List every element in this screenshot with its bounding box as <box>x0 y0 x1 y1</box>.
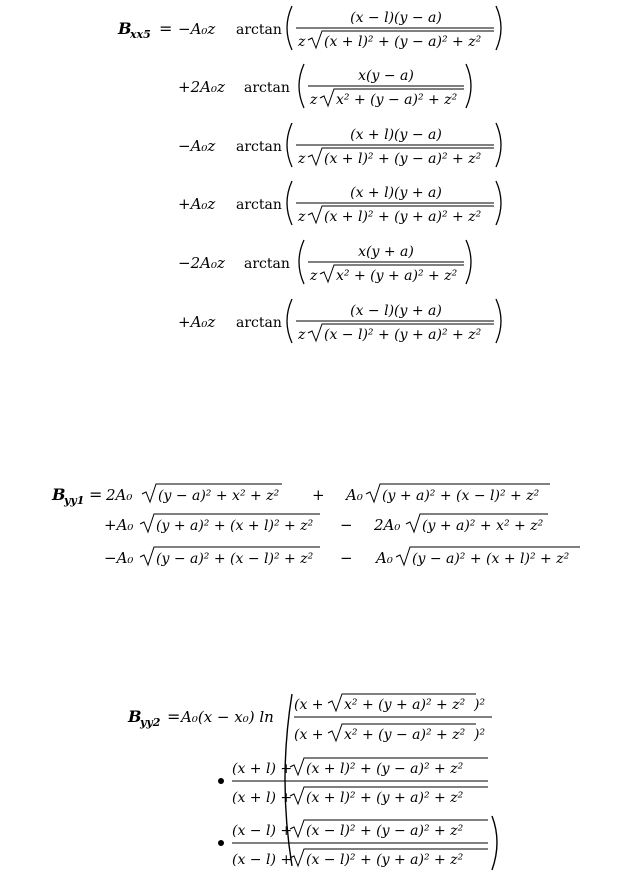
equation-byy1 <box>51 484 580 567</box>
eq1-row6-den-radicand: (x − l)² + (y + a)² + z² <box>324 327 482 343</box>
eq2-term6-radicand: (y − a)² + (x + l)² + z² <box>412 551 570 567</box>
eq3-lhs-symbol: B <box>128 707 142 726</box>
eq2-term4-coef: 2A₀ <box>374 516 401 534</box>
eq1-row4-left-paren <box>287 181 292 225</box>
eq1-row-3 <box>178 123 501 167</box>
eq1-row3-den-radicand: (x + l)² + (y − a)² + z² <box>324 151 482 167</box>
eq3-big-right-paren <box>492 816 497 870</box>
eq3-f1-den-suffix: )² <box>474 727 486 743</box>
eq1-row1-coef: −A₀z <box>178 20 216 38</box>
eq3-f3-den-radicand: (x − l)² + (y + a)² + z² <box>306 852 464 868</box>
eq1-row4-func: arctan <box>236 197 282 213</box>
eq3-coef: A₀(x − x₀) ln <box>181 708 274 726</box>
eq3-factor-1 <box>294 694 492 743</box>
eq1-row2-den-prefix: z <box>310 92 318 108</box>
eq1-row1-right-paren <box>496 6 501 50</box>
eq1-row1-numerator: (x − l)(y − a) <box>350 10 442 26</box>
eq2-lhs-symbol: B <box>52 485 66 504</box>
eq1-row3-func: arctan <box>236 139 282 155</box>
eq1-row1-left-paren <box>287 6 292 50</box>
eq2-term2-radicand: (y + a)² + (x − l)² + z² <box>382 488 540 504</box>
eq2-equals: = <box>89 485 103 504</box>
eq2-term2-coef: A₀ <box>346 486 363 504</box>
eq1-row6-func: arctan <box>236 315 282 331</box>
eq1-row6-coef: +A₀z <box>178 313 216 331</box>
eq1-row-2 <box>178 64 471 108</box>
eq3-big-left-paren <box>285 694 292 866</box>
eq1-row5-den-radicand: x² + (y + a)² + z² <box>336 268 458 284</box>
eq1-row3-right-paren <box>496 123 501 167</box>
eq2-term4-op: − <box>340 516 353 534</box>
eq2-term6-coef: A₀ <box>376 549 393 567</box>
eq1-row2-numerator: x(y − a) <box>358 68 414 84</box>
eq1-row6-right-paren <box>496 299 501 343</box>
eq3-f2-num-prefix: (x + l) + <box>232 761 293 777</box>
equation-bxx5 <box>117 6 501 343</box>
eq3-f2-den-radicand: (x + l)² + (y + a)² + z² <box>306 790 464 806</box>
eq2-term3-radicand: (y + a)² + (x + l)² + z² <box>156 518 314 534</box>
eq1-row5-func: arctan <box>244 256 290 272</box>
eq1-row5-coef: −2A₀z <box>178 254 225 272</box>
eq1-row1-den-prefix: z <box>298 34 306 50</box>
eq2-term3-coef: +A₀ <box>104 516 134 534</box>
eq1-row3-den-prefix: z <box>298 151 306 167</box>
eq1-row2-right-paren <box>466 64 471 108</box>
eq2-term2-op: + <box>312 486 325 504</box>
eq1-row4-den-radicand: (x + l)² + (y + a)² + z² <box>324 209 482 225</box>
eq1-row-6 <box>178 299 501 343</box>
eq3-f1-num-radicand: x² + (y + a)² + z² <box>344 697 466 713</box>
eq3-f3-num-radicand: (x − l)² + (y − a)² + z² <box>306 823 464 839</box>
eq3-f3-num-prefix: (x − l) + <box>232 823 293 839</box>
eq3-bullet-2 <box>218 840 224 846</box>
eq2-term5-radicand: (y − a)² + (x − l)² + z² <box>156 551 314 567</box>
equation-byy2 <box>127 694 497 870</box>
eq1-row2-func: arctan <box>244 80 290 96</box>
eq1-row5-numerator: x(y + a) <box>358 244 414 260</box>
eq1-row5-right-paren <box>466 240 471 284</box>
eq1-row2-den-radicand: x² + (y − a)² + z² <box>336 92 458 108</box>
eq1-row4-right-paren <box>496 181 501 225</box>
eq2-term1-radicand: (y − a)² + x² + z² <box>158 488 280 504</box>
eq2-term1-coef: 2A₀ <box>106 486 133 504</box>
eq1-row6-den-prefix: z <box>298 327 306 343</box>
eq3-f1-den-radicand: x² + (y − a)² + z² <box>344 727 466 743</box>
eq1-row-1 <box>178 6 501 50</box>
eq3-f1-num-suffix: )² <box>474 697 486 713</box>
eq1-row4-numerator: (x + l)(y + a) <box>350 185 442 201</box>
eq3-equals: = <box>167 707 181 726</box>
eq3-f2-den-prefix: (x + l) + <box>232 790 293 806</box>
eq1-row6-left-paren <box>287 299 292 343</box>
eq2-lhs-subscript: yy1 <box>64 494 85 507</box>
eq1-lhs-subscript: xx5 <box>130 28 151 41</box>
eq3-factor-2 <box>232 758 488 806</box>
eq1-row3-numerator: (x + l)(y − a) <box>350 127 442 143</box>
eq3-lhs-subscript: yy2 <box>140 716 161 729</box>
eq2-term4-radicand: (y + a)² + x² + z² <box>422 518 544 534</box>
eq1-row3-left-paren <box>287 123 292 167</box>
eq1-row3-coef: −A₀z <box>178 137 216 155</box>
eq1-equals: = <box>159 19 173 38</box>
eq2-term6-op: − <box>340 549 353 567</box>
eq1-row-4 <box>178 181 501 225</box>
eq1-row2-coef: +2A₀z <box>178 78 225 96</box>
eq3-f3-den-prefix: (x − l) + <box>232 852 293 868</box>
eq3-f1-num-prefix: (x + <box>294 697 324 713</box>
eq1-row5-den-prefix: z <box>310 268 318 284</box>
eq3-factor-3 <box>232 820 488 868</box>
eq1-row4-den-prefix: z <box>298 209 306 225</box>
eq1-row1-func: arctan <box>236 22 282 38</box>
eq2-term5-coef: −A₀ <box>104 549 134 567</box>
eq1-row6-numerator: (x − l)(y + a) <box>350 303 442 319</box>
eq1-row1-den-radicand: (x + l)² + (y − a)² + z² <box>324 34 482 50</box>
eq3-f1-den-prefix: (x + <box>294 727 324 743</box>
eq3-f2-num-radicand: (x + l)² + (y − a)² + z² <box>306 761 464 777</box>
eq3-bullet-1 <box>218 778 224 784</box>
eq1-row5-left-paren <box>299 240 304 284</box>
eq1-row4-coef: +A₀z <box>178 195 216 213</box>
eq1-row-5 <box>178 240 471 284</box>
eq1-row2-left-paren <box>299 64 304 108</box>
eq1-lhs-symbol: B <box>118 19 132 38</box>
